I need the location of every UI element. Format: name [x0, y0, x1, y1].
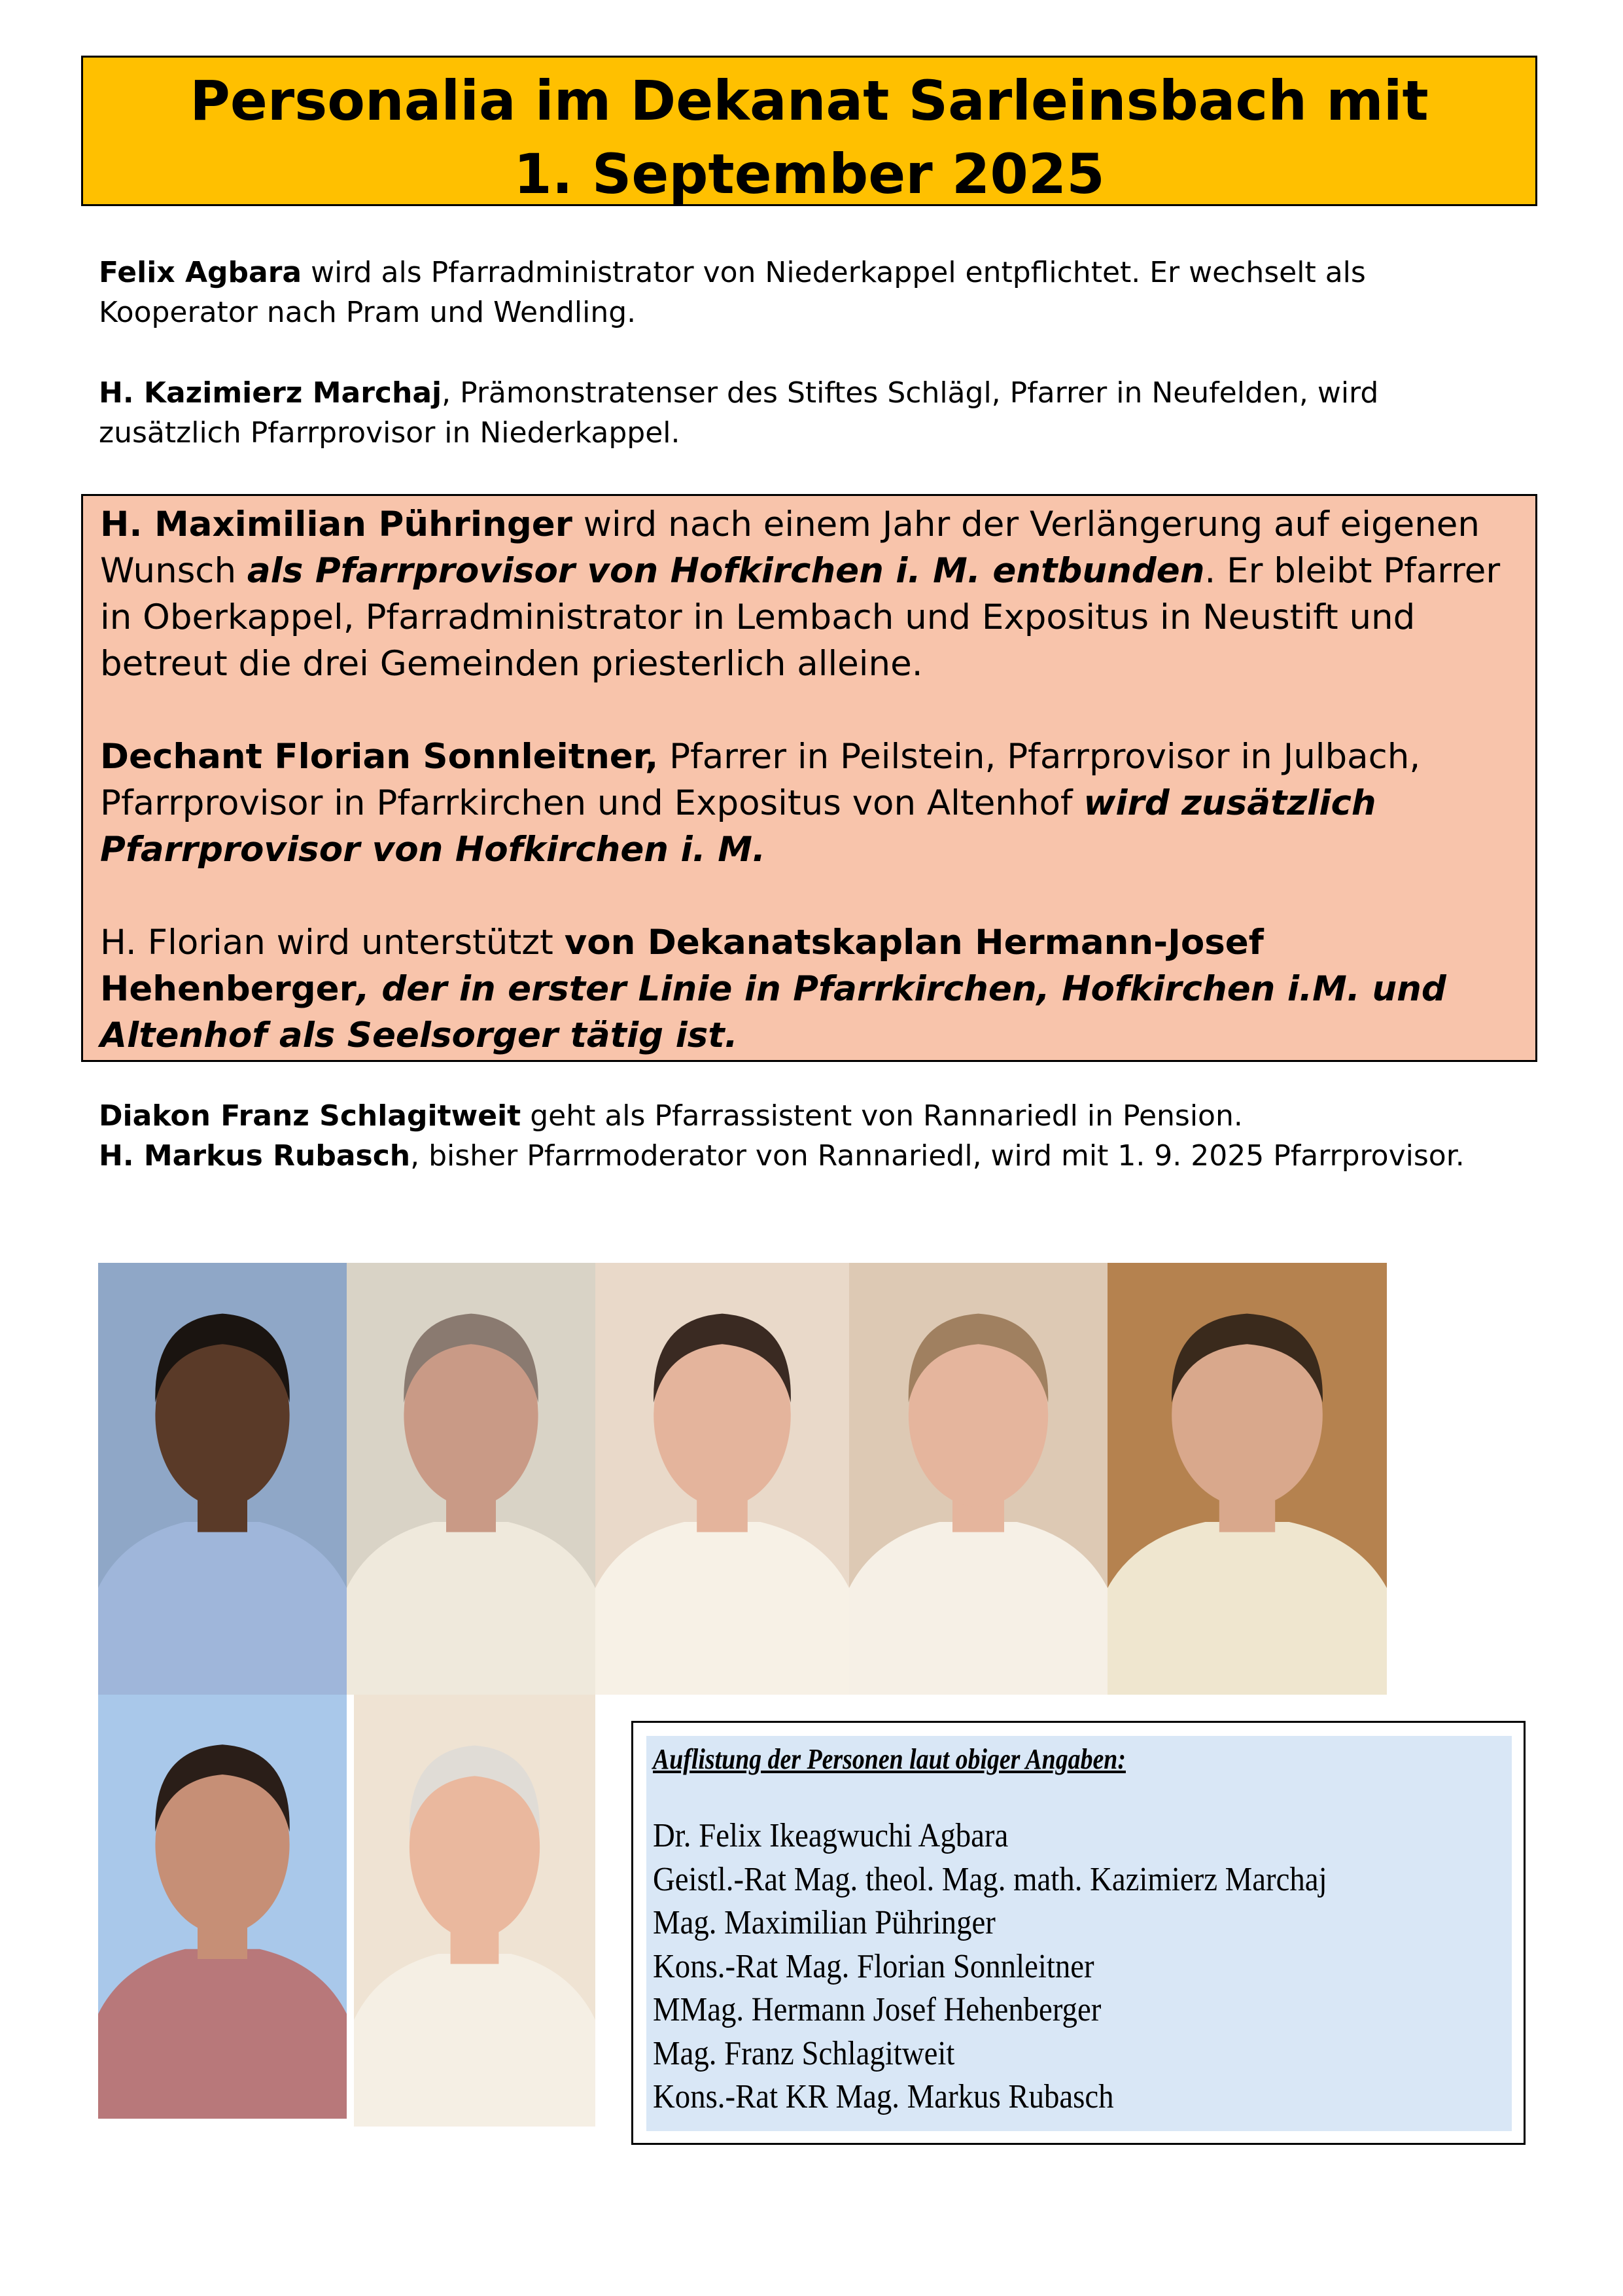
- announcement-puehringer: [100, 501, 1520, 687]
- clothing: [347, 1522, 595, 1695]
- emphasis-text: als Pfarrprovisor von Hofkirchen i. M. entbunden: [247, 551, 1205, 591]
- portrait-image: [1108, 1263, 1387, 1695]
- announcement-sonnleitner: [100, 733, 1520, 873]
- person-list: [653, 1814, 1505, 2119]
- person-list-box: [631, 1721, 1526, 2145]
- portrait-photo-4: [849, 1263, 1108, 1695]
- announcement-text: wird nach einem Jahr der Verlängerung auf eigenen Wunsch: [100, 504, 1480, 591]
- title-banner: [81, 56, 1537, 206]
- announcement-text: , bisher Pfarrmoderator von Rannariedl, wird mit 1. 9. 2025 Pfarrprovisor.: [410, 1139, 1465, 1173]
- person-list-heading: Auflistung der Personen laut obiger Angaben:: [653, 1743, 1126, 1775]
- highlight-box: [81, 494, 1537, 1062]
- announcement-text: geht als Pfarrassistent von Rannariedl in Pension.: [521, 1099, 1243, 1133]
- portrait-photo-7: [354, 1695, 595, 2127]
- person-name: H. Markus Rubasch: [99, 1139, 411, 1173]
- portrait-image: [98, 1695, 347, 2119]
- person-name: H. Maximilian Pühringer: [100, 504, 572, 544]
- clothing: [354, 1954, 595, 2127]
- portrait-photo-3: [595, 1263, 849, 1695]
- person-list-panel: [646, 1736, 1512, 2131]
- person-list-item: MMag. Hermann Josef Hehenberger: [653, 1991, 1102, 2028]
- clothing: [98, 1949, 347, 2119]
- clothing: [849, 1522, 1108, 1695]
- announcement-text: H. Florian wird unterstützt: [100, 923, 565, 963]
- person-name: Felix Agbara: [99, 256, 302, 289]
- announcement-text: Pfarrer in Peilstein, Pfarrprovisor in Julbach, Pfarrprovisor in Pfarrkirchen und Expositus von Altenhof: [100, 737, 1421, 823]
- announcement-text: , Prämonstratenser des Stiftes Schlägl, Pfarrer in Neufelden, wird zusätzlich Pfarrprovisor in Niederkappel.: [99, 376, 1379, 450]
- emphasis-text: , der in erster Linie in Pfarrkirchen, Hofkirchen i.M. und Altenhof als Seelsorger tätig ist.: [100, 969, 1446, 1055]
- announcement-agbara: [99, 253, 1525, 332]
- person-list-item: Kons.-Rat KR Mag. Markus Rubasch: [653, 2078, 1114, 2115]
- title-line-1: Personalia im Dekanat Sarleinsbach mit: [190, 69, 1429, 133]
- page-title: [83, 58, 1535, 211]
- emphasis-text: wird zusätzlich Pfarrprovisor von Hofkirchen i. M.: [100, 783, 1376, 870]
- person-list-item: Geistl.-Rat Mag. theol. Mag. math. Kazimierz Marchaj: [653, 1860, 1327, 1898]
- clothing: [595, 1522, 849, 1695]
- portrait-image: [347, 1263, 595, 1695]
- portrait-image: [354, 1695, 595, 2127]
- person-name: Dechant Florian Sonnleitner,: [100, 737, 659, 777]
- person-name: H. Kazimierz Marchaj: [99, 376, 442, 410]
- person-list-item: Dr. Felix Ikeagwuchi Agbara: [653, 1817, 1009, 1854]
- announcement-schlagitweit-rubasch: [99, 1096, 1525, 1176]
- announcement-marchaj: [99, 373, 1525, 453]
- portrait-photo-5: [1108, 1263, 1387, 1695]
- person-list-item: Kons.-Rat Mag. Florian Sonnleitner: [653, 1947, 1094, 1985]
- portrait-image: [595, 1263, 849, 1695]
- title-line-2: 1. September 2025: [514, 142, 1105, 206]
- person-list-item: Mag. Maximilian Pühringer: [653, 1904, 996, 1941]
- announcement-text: . Er bleibt Pfarrer in Oberkappel, Pfarradministrator in Lembach und Expositus in Neustift und betreut die drei Gemeinden priesterlich alleine.: [100, 551, 1501, 684]
- clothing: [1108, 1522, 1387, 1695]
- announcement-text: wird als Pfarradministrator von Niederkappel entpflichtet. Er wechselt als Kooperator nach Pram und Wendling.: [99, 256, 1366, 329]
- portrait-image: [98, 1263, 347, 1695]
- person-list-item: Mag. Franz Schlagitweit: [653, 2034, 955, 2072]
- person-name: Diakon Franz Schlagitweit: [99, 1099, 521, 1133]
- portrait-photo-6: [98, 1695, 347, 2119]
- clothing: [98, 1522, 347, 1695]
- portrait-image: [849, 1263, 1108, 1695]
- announcement-hehenberger: [100, 919, 1520, 1059]
- portrait-photo-1: [98, 1263, 347, 1695]
- person-name: von Dekanatskaplan Hermann-Josef Hehenberger: [100, 923, 1264, 1009]
- portrait-photo-2: [347, 1263, 595, 1695]
